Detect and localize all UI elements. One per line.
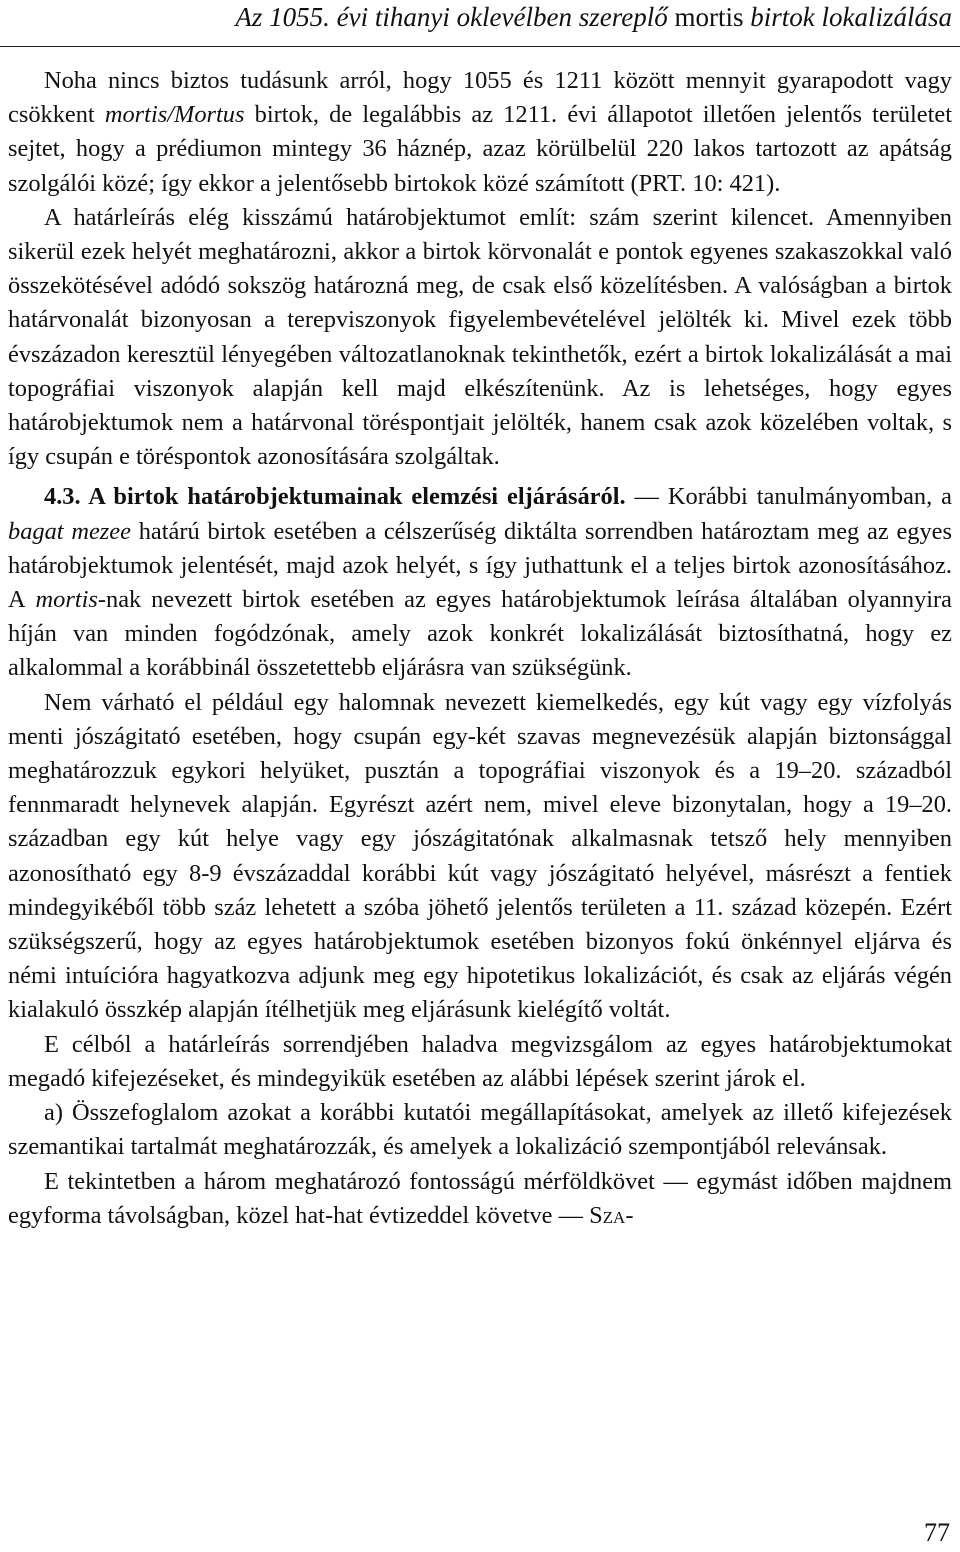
paragraph-4: Nem várható el például egy halomnak nevezett kiemelkedés, egy kút vagy egy vízfolyás menti jószágitató esetében, hogy csupán egy-két szavas megnevezésük alapján biztonsággal meghatározzuk egykori helyüket, pusztán a topográfiai viszonyok és a 19–20. századból fennmaradt helynevek alapján. Egyrészt azért nem, mivel eleve bizonytalan, hogy a 19–20. században egy kút helye vagy egy jószágitatónak alkalmasnak tetsző hely mennyiben azonosítható egy 8-9 évszázaddal korábbi kút vagy jószágitató helyével, másrészt a fentiek mindegyikéből több száz lehetett a szóba jöhető jelentős területen a 11. század közepén. Ezért szükségszerű, hogy az egyes határobjektumok esetében bizonyos fokú önkénnyel eljárva és némi intuícióra hagyatkozva adjunk meg egy hipotetikus lokalizációt, és csak az eljárás végén kialakuló összkép alapján ítélhetjük meg eljárásunk kielégítő voltát. [8,688,952,1024]
paragraph-7-smallcaps: Sza- [589,1201,634,1229]
paragraph-1 [8,64,952,201]
paragraph-1-italic: mortis/Mortus [104,101,245,129]
running-title-italic-1: Az 1055. évi tihanyi oklevélben szereplő [235,2,668,32]
section-heading: 4.3. A birtok határobjektumainak elemzési eljárásáról. [44,483,626,511]
running-title-italic-2: birtok lokalizálása [750,2,952,32]
running-header [0,0,960,47]
running-title-roman: mortis [674,2,744,32]
paragraph-2: A határleírás elég kisszámú határobjektumot említ: szám szerint kilencet. Amennyiben sikerül ezek helyét meghatározni, akkor a birtok körvonalát e pontok egyenes szakaszokkal való összekötésével adódó sokszög határozná meg, de csak első közelítésben. A valóságban a birtok határvonalát bizonyosan a terepviszonyok figyelembevételével jelölték ki. Mivel ezek több évszázadon keresztül lényegében változatlanoknak tekinthetők, ezért a birtok lokalizálását a mai topográfiai viszonyok alapján kell majd elkészítenünk. Az is lehetséges, hogy egyes határobjektumok nem a határvonal töréspontjait jelölték, hanem csak azok közelében voltak, s így csupán e töréspontok azonosítására szolgáltak. [8,203,952,471]
paragraph-3-italic-1: bagat mezee [8,517,131,545]
paragraph-3-text-a: — Korábbi tanulmányomban, a [634,483,952,511]
paragraph-3-italic-2: mortis [35,586,98,614]
paragraph-6: a) Összefoglalom azokat a korábbi kutatói megállapításokat, amelyek az illető kifejezések szemantikai tartalmát meghatározzák, és amelyek a lokalizáció szempontjából relevánsak. [8,1099,952,1161]
paragraph-5: E célból a határleírás sorrendjében haladva megvizsgálom az egyes határobjektumokat megadó kifejezéseket, és mindegyikük esetében az alábbi lépések szerint járok el. [8,1030,952,1092]
body-text [8,64,952,1233]
running-title [235,2,952,33]
paragraph-7 [8,1165,952,1233]
paragraph-3-text-b: határú birtok esetében a célszerűség diktálta sorrendben határoztam meg az egyes határobjektumok jelentését, majd azok helyét, s így juthattunk el a teljes birtok azonosításához. A [8,517,952,614]
paragraph-7-text: E tekintetben a három meghatározó fontosságú mérföldkövet — egymást időben majdnem egyforma távolságban, közel hat-hat évtizeddel követve — [8,1167,952,1229]
paragraph-3-text-c: -nak nevezett birtok esetében az egyes határobjektumok leírása általában olyannyira híján van minden fogódzónak, amely azok konkrét lokalizálását biztosíthatná, hogy ez alkalommal a korábbinál összetettebb eljárásra van szükségünk. [8,586,952,682]
paragraph-1-text: Noha nincs biztos tudásunk arról, hogy 1055 és 1211 között mennyit gyarapodott vagy csökkent [8,67,952,129]
page-number: 77 [924,1518,950,1547]
paragraph-1-text-rest: birtok, de legalábbis az 1211. évi állapotot illetően jelentős területet sejtet, hogy a prédiumon mintegy 36 háznép, azaz körülbelül 220 lakos tartozott az apátság szolgálói közé; így ekkor a jelentősebb birtokok közé számított (PRT. 10: 421). [8,101,952,197]
paragraph-3 [8,480,952,685]
